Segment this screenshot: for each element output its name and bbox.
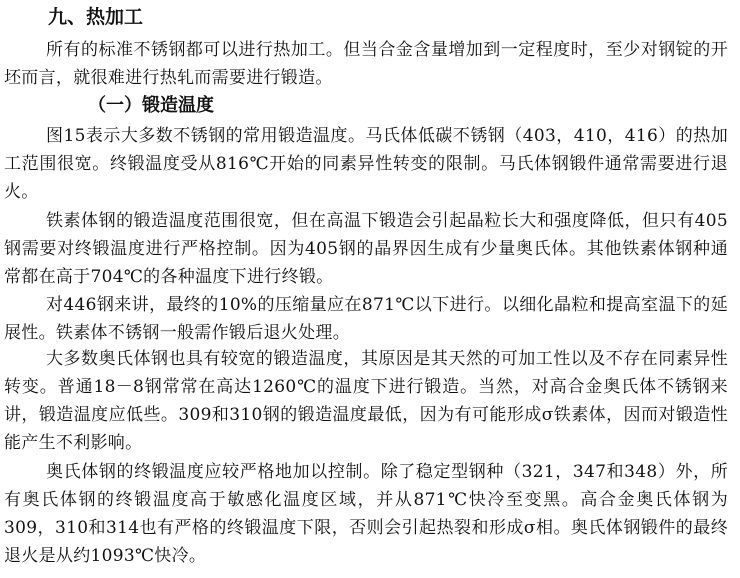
section-title: 九、热加工: [48, 6, 144, 28]
paragraph-1: 所有的标准不锈钢都可以进行热加工。但当合金含量增加到一定程度时，至少对钢锭的开坯而言，就很难进行热轧而需要进行锻造。: [4, 40, 728, 88]
paragraph-6: 奥氏体钢的终锻温度应较严格地加以控制。除了稳定型钢种（321，347和348）外，所有奥氏体钢的终锻温度高于敏感化温度区域，并从871℃快冷至变黑。高合金奥氏体钢为309，310和314也有严格的终锻温度下限，否则会引起热裂和形成σ相。奥氏体钢锻件的最终退火是从约1093℃快冷。: [4, 462, 728, 566]
paragraph-4: 对446钢来讲，最终的10%的压缩量应在871℃以下进行。以细化晶粒和提高室温下的延展性。铁素体不锈钢一般需作锻后退火处理。: [4, 295, 728, 343]
paragraph-2: 图15表示大多数不锈钢的常用锻造温度。马氏体低碳不锈钢（403，410，416）的热加工范围很宽。终锻温度受从816℃开始的同素异性转变的限制。马氏体钢锻件通常需要进行退火。: [4, 126, 728, 202]
paragraph-5: 大多数奥氏体钢也具有较宽的锻造温度，其原因是其天然的可加工性以及不存在同素异性转变。普通18－8钢常常在高达1260℃的温度下进行锻造。当然，对高合金奥氏体不锈钢来讲，锻造温度应低些。309和310钢的锻造温度最低，因为有可能形成σ铁素体，因而对锻造性能产生不利影响。: [4, 349, 728, 453]
subsection-title: （一）锻造温度: [88, 95, 214, 116]
paragraph-3: 铁素体钢的锻造温度范围很宽，但在高温下锻造会引起晶粒长大和强度降低，但只有405钢需要对终锻温度进行严格控制。因为405钢的晶界因生成有少量奥氏体。其他铁素体钢种通常都在高于704℃的各种温度下进行终锻。: [4, 211, 728, 287]
